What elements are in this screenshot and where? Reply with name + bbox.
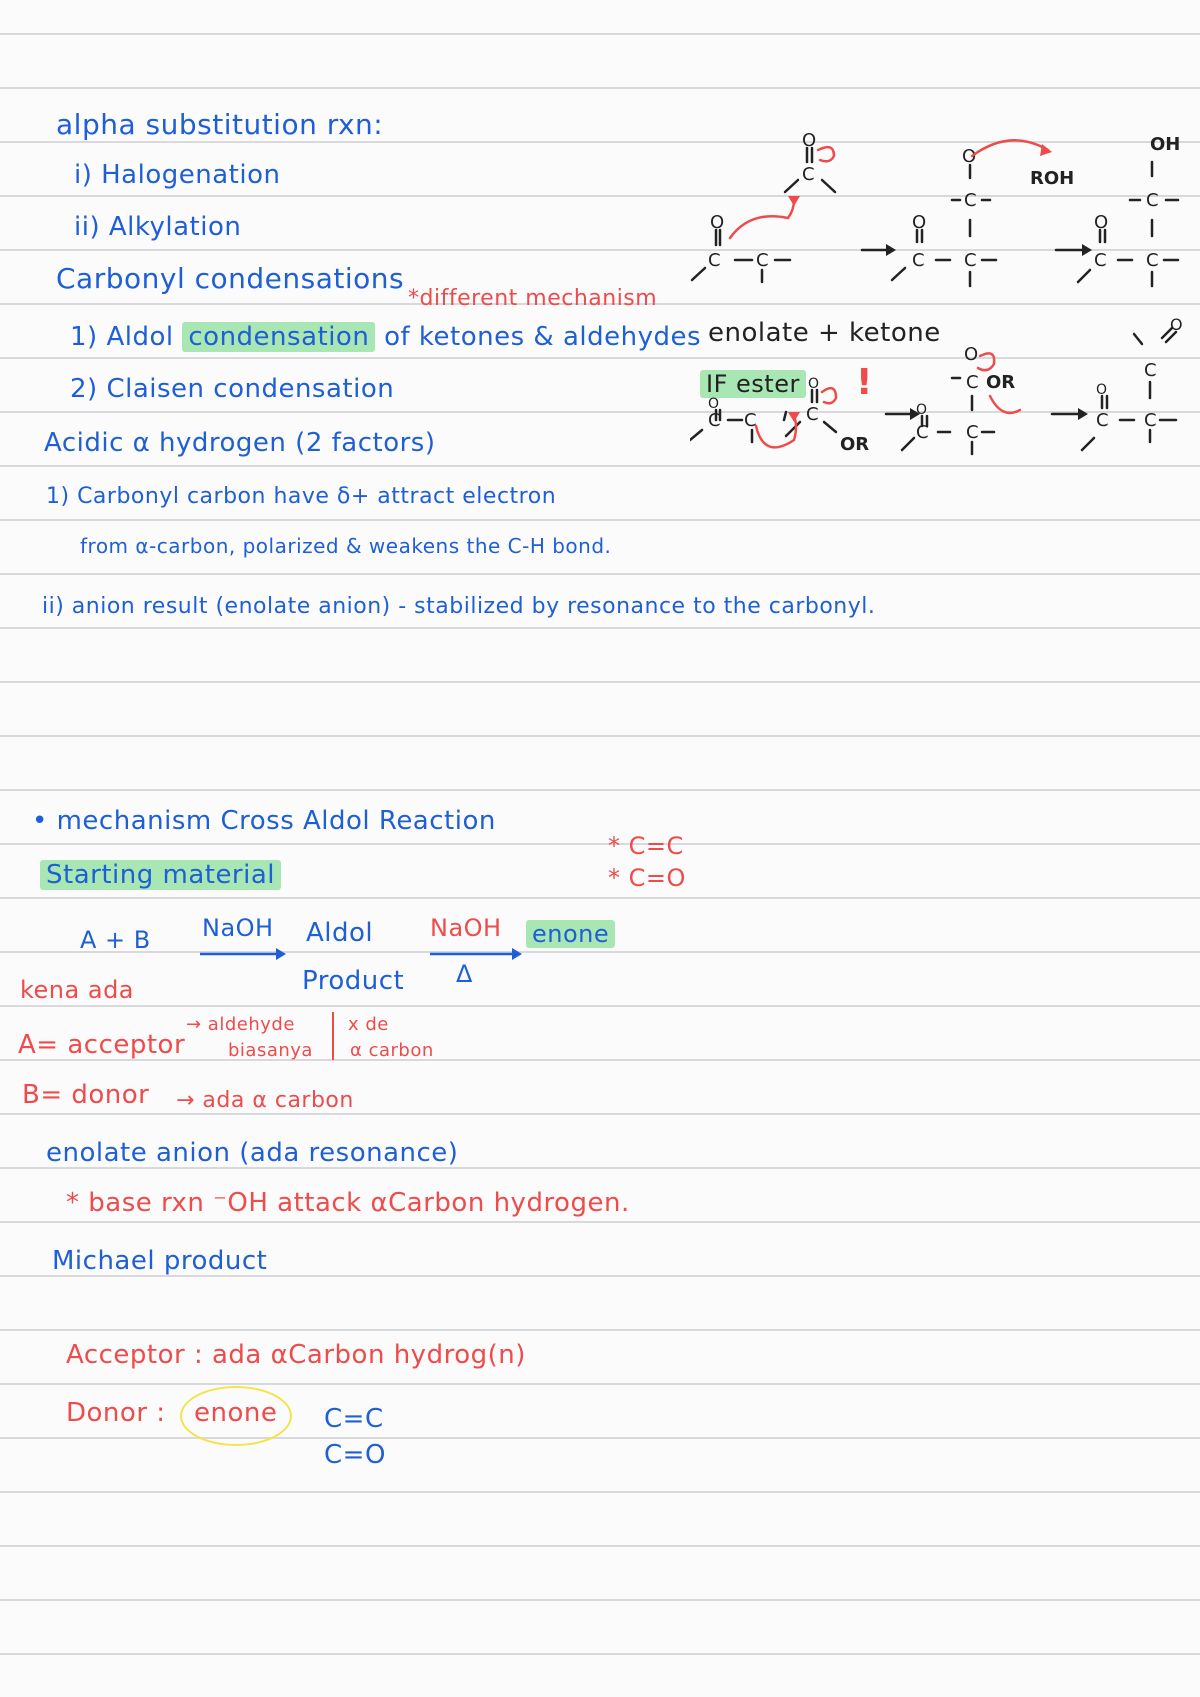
atom-o-8: O <box>916 402 928 418</box>
atom-o-9: O <box>964 344 979 365</box>
acidic-hydrogen-title: Acidic α hydrogen (2 factors) <box>44 428 436 458</box>
acceptor-divider <box>332 1012 334 1060</box>
atom-c-12: C <box>806 404 819 425</box>
label-or-2: OR <box>986 372 1016 393</box>
reactants-ab: A + B <box>80 926 151 954</box>
list-item-alkylation: ii) Alkylation <box>74 212 242 242</box>
acceptor-note-4: α carbon <box>350 1040 434 1061</box>
atom-c-15: C <box>966 372 979 393</box>
note-co: * C=O <box>608 864 686 892</box>
base-rxn-line: * base rxn ⁻OH attack αCarbon hydrogen. <box>66 1188 630 1218</box>
atom-c-14: C <box>966 422 979 443</box>
atom-c-18: C <box>1144 360 1157 381</box>
arrow-2 <box>428 946 524 962</box>
section-title-cross-aldol: • mechanism Cross Aldol Reaction <box>32 806 496 836</box>
label-roh: ROH <box>1030 168 1075 189</box>
aldol-suffix: of ketones & aldehydes <box>384 322 702 352</box>
atom-c-6: C <box>964 190 977 211</box>
exclaim-mark: ! <box>856 362 873 403</box>
atom-o-7: O <box>808 376 820 392</box>
donor-line-2-label: Donor : <box>66 1398 166 1428</box>
atom-o-11: O <box>1170 315 1183 334</box>
atom-o-4: O <box>962 146 977 167</box>
atom-o-6: O <box>708 396 720 412</box>
if-ester-label: IF ester <box>700 370 806 398</box>
reagent-naoh-2: NaOH <box>430 914 502 942</box>
aldol-highlight: condensation <box>182 322 375 352</box>
list-item-halogenation: i) Halogenation <box>74 160 281 190</box>
label-or-1: OR <box>840 434 870 455</box>
note-different-mechanism: *different mechanism <box>408 286 658 311</box>
donor-note: → ada α carbon <box>176 1088 354 1113</box>
aldol-prefix: 1) Aldol <box>70 322 174 352</box>
atom-c-13: C <box>916 422 929 443</box>
acceptor-line-2: Acceptor : ada αCarbon hydrog(n) <box>66 1340 526 1370</box>
atom-c-7: C <box>1094 250 1107 271</box>
michael-product: Michael product <box>52 1246 268 1276</box>
reagent-naoh-1: NaOH <box>202 914 274 942</box>
enolate-ketone-label: enolate + ketone <box>708 318 941 348</box>
label-oh: OH <box>1150 134 1181 155</box>
donor-def: B= donor <box>22 1080 150 1110</box>
starting-material-label: Starting material <box>40 860 281 890</box>
aldol-mechanism-diagram <box>690 120 1196 500</box>
atom-c-9: C <box>1146 190 1159 211</box>
atom-c-5: C <box>964 250 977 271</box>
atom-c-2: C <box>756 250 769 271</box>
atom-c-8: C <box>1146 250 1159 271</box>
acceptor-note-1: → aldehyde <box>186 1014 295 1035</box>
acceptor-def: A= acceptor <box>18 1030 186 1060</box>
aldol-label: Aldol <box>306 918 374 948</box>
atom-o-1: O <box>710 212 725 233</box>
atom-c-10: C <box>708 410 721 431</box>
enone-cc: C=C <box>324 1404 384 1434</box>
atom-c-17: C <box>1144 410 1157 431</box>
product-label: Product <box>302 966 405 996</box>
donor-line-2-value: enone <box>194 1398 278 1428</box>
arrow-1 <box>198 946 288 962</box>
atom-c-4: C <box>912 250 925 271</box>
enolate-anion-line: enolate anion (ada resonance) <box>46 1138 459 1168</box>
atom-o-3: O <box>912 212 927 233</box>
acceptor-note-2: biasanya <box>228 1040 313 1061</box>
enone-label: enone <box>526 920 615 948</box>
atom-o-2: O <box>802 130 817 151</box>
atom-c-11: C <box>744 410 757 431</box>
note-cc: * C=C <box>608 832 684 860</box>
heat-delta: Δ <box>456 960 473 988</box>
factor1-line1: 1) Carbonyl carbon have δ+ attract electron <box>46 484 557 509</box>
atom-c-1: C <box>708 250 721 271</box>
factor2-line: ii) anion result (enolate anion) - stabilized by resonance to the carbonyl. <box>42 594 876 619</box>
section-title-alpha: alpha substitution rxn: <box>56 108 384 141</box>
atom-o-10: O <box>1096 382 1108 398</box>
acceptor-note-3: x de <box>348 1014 389 1035</box>
claisen-line: 2) Claisen condensation <box>70 374 395 404</box>
heading-carbonyl-condensations: Carbonyl condensations <box>56 262 405 295</box>
factor1-line2: from α-carbon, polarized & weakens the C-H bond. <box>80 534 612 558</box>
aldol-line <box>70 322 701 352</box>
atom-c-16: C <box>1096 410 1109 431</box>
enone-co: C=O <box>324 1440 386 1470</box>
atom-o-5: O <box>1094 212 1109 233</box>
atom-c-3: C <box>802 164 815 185</box>
kena-ada: kena ada <box>20 976 135 1004</box>
